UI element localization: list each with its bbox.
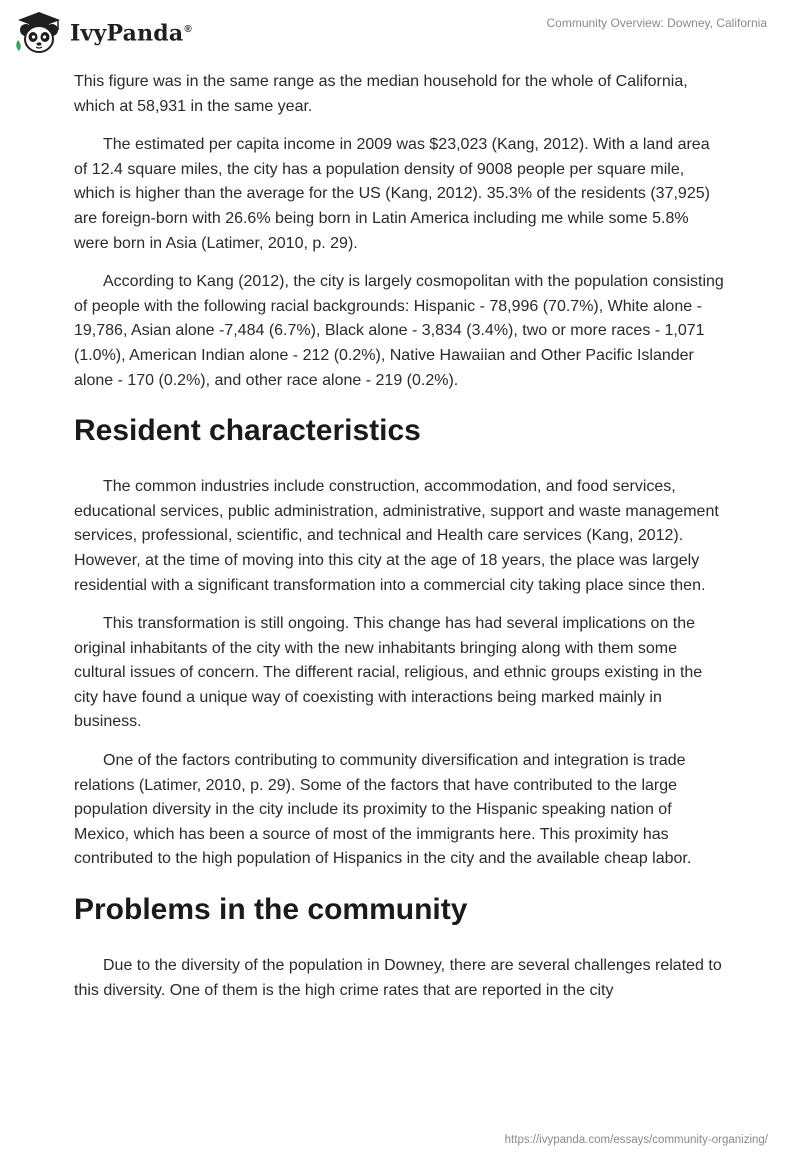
essay-content <box>74 70 726 1017</box>
paragraph: The estimated per capita income in 2009 was $23,023 (Kang, 2012). With a land area of 12.4 square miles, the city has a population density of 9008 people per square mile, which is higher than the average for the US (Kang, 2012). 35.3% of the residents (37,925) are foreign-born with 26.6% being born in Latin America including me while some 5.8% were born in Asia (Latimer, 2010, p. 29). <box>74 136 710 252</box>
paragraph: One of the factors contributing to community diversification and integration is trade relations (Latimer, 2010, p. 29). Some of the factors that have contributed to the large population diversity in the city include its proximity to the Hispanic speaking nation of Mexico, which has been a source of most of the immigrants here. This proximity has contributed to the high population of Hispanics in the city and the available cheap labor. <box>74 752 692 868</box>
panda-mascot-icon <box>14 10 64 54</box>
section-heading-resident-characteristics: Resident characteristics <box>74 414 421 448</box>
paragraph: The common industries include construction, accommodation, and food services, educational services, public administration, administrative, support and waste management services, professional, scientific, and technical and Health care services (Kang, 2012). However, at the time of moving into this city at the age of 18 years, the place was largely residential with a significant transformation into a commercial city taking place since then. <box>74 478 719 594</box>
source-url-link[interactable]: https://ivypanda.com/essays/community-organizing/ <box>504 1134 768 1146</box>
brand-name: IvyPanda® <box>70 20 192 47</box>
paragraph: This transformation is still ongoing. This change has had several implications on the original inhabitants of the city with the new inhabitants bringing along with them some cultural issues of concern. The different racial, religious, and ethnic groups existing in the city have found a unique way of coexisting with interactions being marked mainly in business. <box>74 615 703 731</box>
section-heading-problems-in-community: Problems in the community <box>74 893 468 927</box>
brand-logo[interactable] <box>14 10 192 54</box>
paragraph: Due to the diversity of the population in Downey, there are several challenges related to this diversity. One of them is the high crime rates that are reported in the city <box>74 957 722 999</box>
page-header <box>0 0 800 62</box>
registered-mark: ® <box>184 24 192 36</box>
document-title: Community Overview: Downey, California <box>546 16 767 30</box>
paragraph: According to Kang (2012), the city is largely cosmopolitan with the population consisting of people with the following racial backgrounds: Hispanic - 78,996 (70.7%), White alone - 19,786, Asian alone -7,484 (6.7%), Black alone - 3,834 (3.4%), two or more races - 1,071 (1.0%), American Indian alone - 212 (0.2%), Native Hawaiian and Other Pacific Islander alone - 170 (0.2%), and other race alone - 219 (0.2%). <box>74 273 724 389</box>
paragraph: This figure was in the same range as the median household for the whole of California, which at 58,931 in the same year. <box>74 73 688 115</box>
